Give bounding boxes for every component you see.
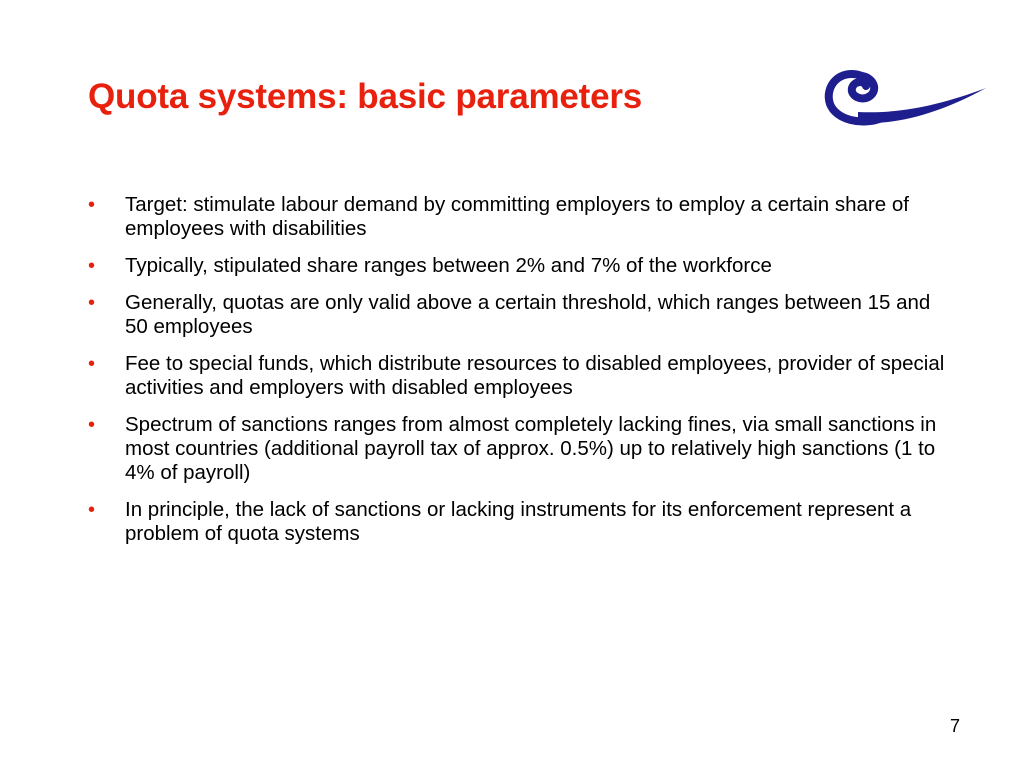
bullet-dot: • xyxy=(88,255,96,277)
bullet-text: Spectrum of sanctions ranges from almost completely lacking fines, via small sanctions in most countries (additional payroll tax of approx. 0.5%) up to relatively high sanctions (1 to 4% of payroll) xyxy=(125,413,937,484)
bullet-dot: • xyxy=(88,194,96,216)
bullet-dot: • xyxy=(88,353,96,375)
bullet-text: Target: stimulate labour demand by committing employers to employ a certain share of employees with disabilities xyxy=(125,193,909,240)
bullet-item xyxy=(88,291,958,339)
bullet-item xyxy=(88,193,958,241)
bullet-list xyxy=(88,193,958,559)
bullet-dot: • xyxy=(88,292,96,314)
bullet-dot: • xyxy=(88,414,96,436)
page-number: 7 xyxy=(949,716,960,736)
council-of-europe-logo-icon xyxy=(820,60,990,136)
bullet-item xyxy=(88,352,958,400)
bullet-item xyxy=(88,498,958,546)
bullet-text: Fee to special funds, which distribute resources to disabled employees, provider of special activities and employers with disabled employees xyxy=(125,352,945,399)
bullet-dot: • xyxy=(88,499,96,521)
bullet-item xyxy=(88,254,958,278)
bullet-item xyxy=(88,413,958,485)
bullet-text: In principle, the lack of sanctions or lacking instruments for its enforcement represent a problem of quota systems xyxy=(125,498,912,545)
slide-title: Quota systems: basic parameters xyxy=(88,77,643,116)
bullet-text: Generally, quotas are only valid above a certain threshold, which ranges between 15 and 50 employees xyxy=(125,291,931,338)
bullet-text: Typically, stipulated share ranges between 2% and 7% of the workforce xyxy=(125,254,772,277)
